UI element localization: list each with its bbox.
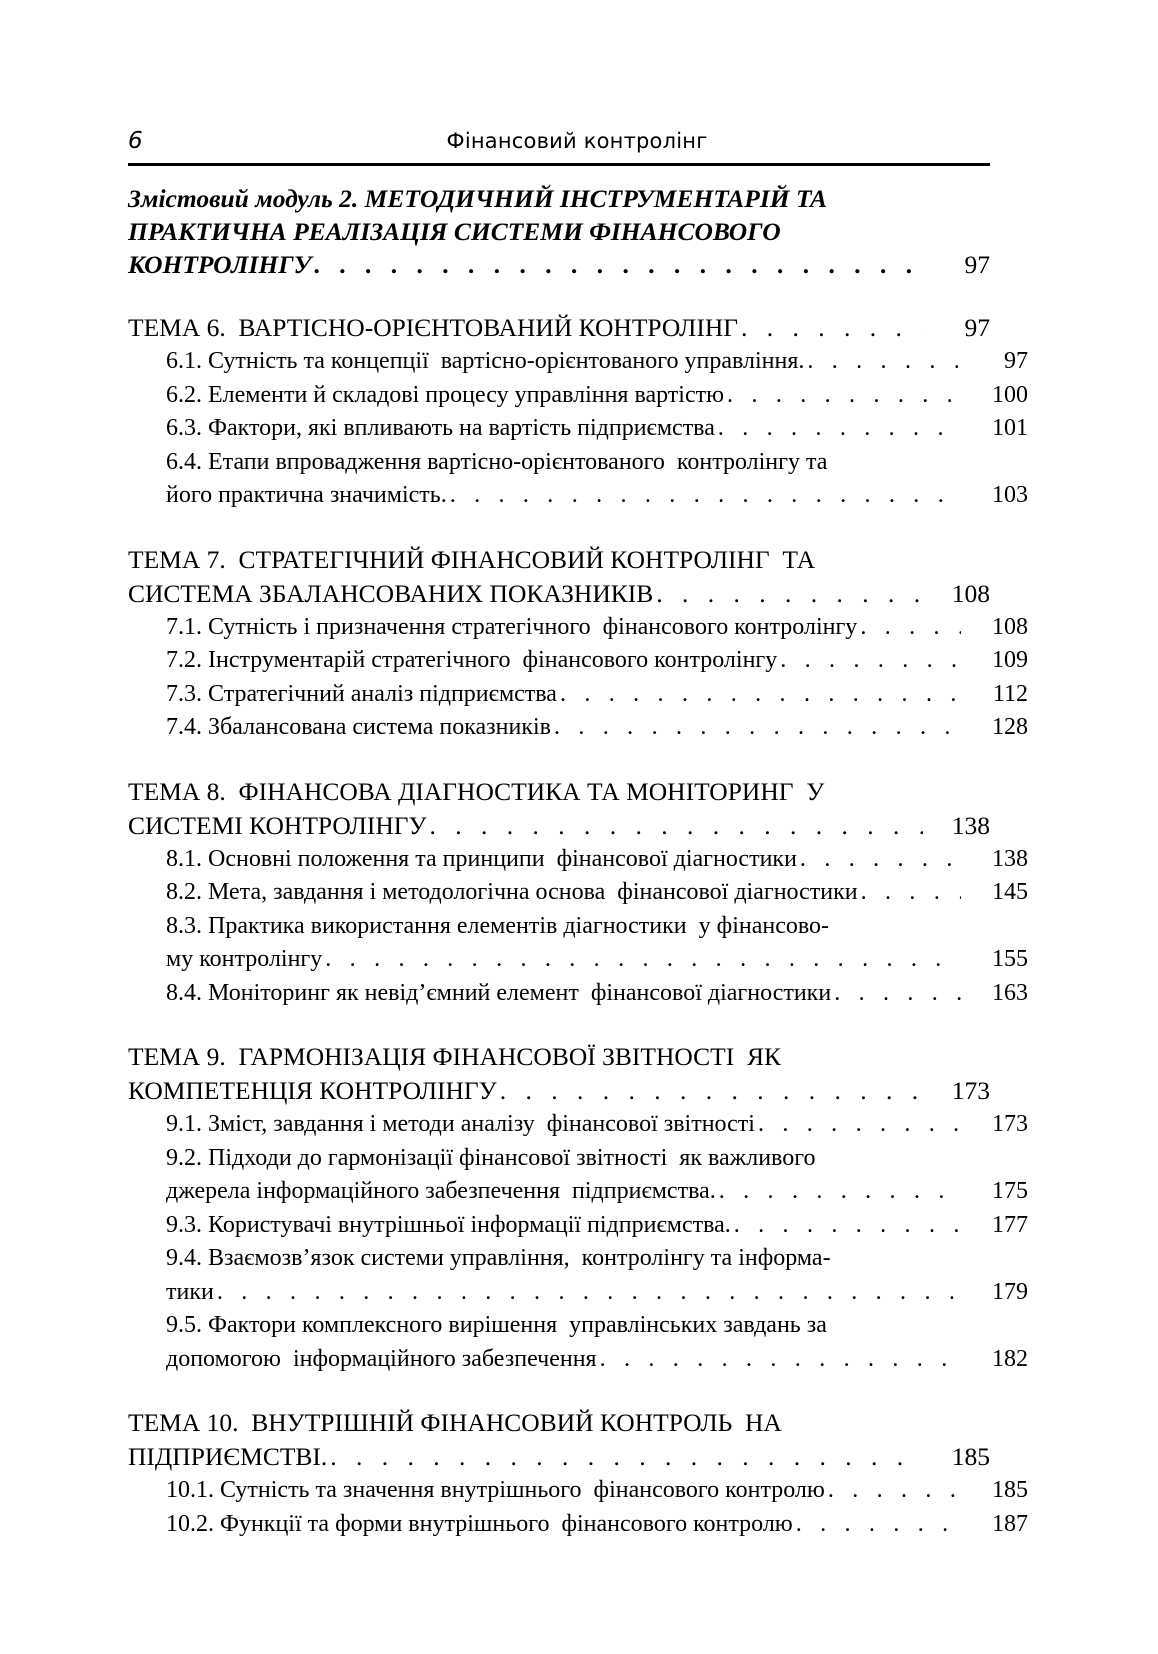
module-heading-page-number: 97	[964, 250, 990, 279]
dot-leader	[828, 1474, 961, 1508]
toc-entry-label: 9.4. Взаємозв’язок системи управління, контролінгу та інформа-	[166, 1245, 831, 1271]
toc-entry-label: допомогою інформаційного забезпечення	[166, 1345, 597, 1372]
toc-entry-label: 9.3. Користувачі внутрішньої інформації підприємства.	[166, 1211, 731, 1238]
toc-entry	[128, 876, 1028, 910]
toc-entry-page-number: 103	[992, 482, 1028, 508]
toc-entry	[128, 379, 1028, 413]
toc-entry	[128, 678, 1028, 712]
dot-leader	[780, 644, 961, 678]
toc-entry	[128, 711, 1028, 745]
toc-entry	[128, 479, 1028, 513]
toc-entry-label: 6.4. Етапи впровадження вартісно-орієнтованого контролінгу та	[166, 448, 828, 475]
theme-heading-label: ТЕМА 8. ФІНАНСОВА ДІАГНОСТИКА ТА МОНІТОРИНГ У	[128, 776, 825, 806]
toc-entry-page-number: 163	[992, 979, 1028, 1006]
dot-leader	[758, 1108, 961, 1142]
toc-entry	[128, 1242, 1028, 1276]
toc-entry-page-number: 187	[992, 1510, 1028, 1537]
toc-entry-page-number: 109	[992, 647, 1028, 673]
theme-heading-page-number: 97	[964, 313, 990, 342]
toc-entry	[128, 345, 1028, 379]
toc-entry-page-number: 145	[992, 879, 1028, 905]
toc-entry	[128, 977, 1028, 1011]
toc-entry-page-number: 177	[992, 1211, 1028, 1238]
dot-leader	[860, 611, 961, 645]
toc-entry	[128, 943, 1028, 977]
toc-entry	[128, 446, 1028, 480]
section-spacer	[128, 745, 990, 775]
toc-entry	[128, 1175, 1028, 1209]
toc-entry-label: 9.5. Фактори комплексного вирішення управлінських завдань за	[166, 1312, 827, 1338]
toc-entry-label: 8.1. Основні положення та принципи фінансової діагностики	[166, 845, 797, 872]
toc-entry-label: 8.2. Мета, завдання і методологічна основа фінансової діагностики	[166, 879, 858, 905]
dot-leader	[727, 379, 961, 413]
toc-entry-label: 9.2. Підходи до гармонізації фінансової звітності як важливого	[166, 1144, 816, 1171]
dot-leader	[734, 1209, 961, 1243]
toc-entry-page-number: 173	[992, 1111, 1028, 1137]
section-spacer	[128, 281, 990, 311]
toc-entry-page-number: 182	[992, 1345, 1028, 1372]
theme-heading	[128, 809, 990, 843]
module-heading-label: Змістовий модуль 2. МЕТОДИЧНИЙ ІНСТРУМЕНТАРІЙ ТА	[128, 184, 827, 213]
toc-entry-page-number: 108	[992, 613, 1028, 640]
dot-leader	[800, 843, 961, 877]
toc-entry-label: 7.2. Інструментарій стратегічного фінансового контролінгу	[166, 647, 778, 673]
dot-leader	[560, 678, 961, 712]
toc-entry-page-number: 138	[992, 845, 1028, 872]
toc-entry-page-number: 155	[992, 946, 1028, 972]
toc-entry	[128, 1209, 1028, 1243]
toc-entry-label: 6.1. Сутність та концепції вартісно-орієнтованого управління.	[166, 348, 805, 374]
toc-entry-label: його практична значимість.	[166, 482, 447, 508]
toc-entry	[128, 611, 1028, 645]
theme-heading-label: ТЕМА 10. ВНУТРІШНІЙ ФІНАНСОВИЙ КОНТРОЛЬ НА	[128, 1408, 782, 1437]
toc-entry-label: 8.3. Практика використання елементів діагностики у фінансово-	[166, 912, 830, 939]
page-header	[128, 126, 990, 164]
theme-heading-label: ТЕМА 9. ГАРМОНІЗАЦІЯ ФІНАНСОВОЇ ЗВІТНОСТІ ЯК	[128, 1042, 781, 1071]
toc-entry-label: 7.3. Стратегічний аналіз підприємства	[166, 680, 557, 707]
module-heading	[128, 215, 990, 248]
theme-heading-page-number: 185	[951, 1442, 990, 1471]
theme-heading	[128, 1040, 990, 1074]
toc-entry-page-number: 185	[992, 1477, 1028, 1503]
toc-entry	[128, 1343, 1028, 1377]
folio-number: 6	[128, 128, 143, 154]
theme-heading	[128, 1406, 990, 1440]
toc-entry	[128, 644, 1028, 678]
toc-entry-page-number: 175	[992, 1178, 1028, 1204]
toc-entry-label: 9.1. Зміст, завдання і методи аналізу фінансової звітності	[166, 1111, 755, 1137]
theme-heading	[128, 1074, 990, 1108]
toc-entry	[128, 843, 1028, 877]
toc-entry-label: тики	[166, 1278, 214, 1305]
toc-entry-label: му контролінгу	[166, 946, 323, 972]
theme-heading	[128, 577, 990, 611]
theme-heading	[128, 311, 990, 345]
dot-leader	[834, 977, 961, 1011]
toc-entry	[128, 1276, 1028, 1310]
theme-heading-page-number: 108	[951, 578, 990, 608]
theme-heading-label: СИСТЕМІ КОНТРОЛІНГУ	[128, 810, 427, 840]
toc-entry	[128, 1142, 1028, 1176]
dot-leader	[554, 711, 961, 745]
toc-entry-label: 7.4. Збалансована система показників	[166, 714, 551, 740]
toc-entry-page-number: 101	[992, 415, 1028, 441]
dot-leader	[656, 577, 923, 611]
toc-entry-page-number: 128	[992, 714, 1028, 740]
toc-entry-label: джерела інформаційного забезпечення підприємства.	[166, 1178, 716, 1204]
toc-entry	[128, 412, 1028, 446]
section-spacer	[128, 1010, 990, 1040]
theme-heading-page-number: 173	[951, 1076, 990, 1105]
dot-leader	[719, 1175, 961, 1209]
toc-entry-page-number: 100	[992, 381, 1028, 408]
toc-entry-label: 6.3. Фактори, які впливають на вартість підприємства	[166, 415, 715, 441]
theme-heading	[128, 775, 990, 809]
dot-leader	[450, 479, 961, 513]
toc-entry-label: 8.4. Моніторинг як невід’ємний елемент фінансової діагностики	[166, 979, 832, 1006]
section-spacer	[128, 1376, 990, 1406]
running-title: Фінансовий контролінг	[446, 129, 708, 153]
theme-heading-label: ПІДПРИЄМСТВІ.	[128, 1442, 328, 1471]
toc-entry	[128, 1474, 1028, 1508]
module-heading	[128, 182, 990, 215]
theme-heading-label: КОМПЕТЕНЦІЯ КОНТРОЛІНГУ	[128, 1076, 497, 1105]
theme-heading-label: СИСТЕМА ЗБАЛАНСОВАНИХ ПОКАЗНИКІВ	[128, 578, 654, 608]
toc-entry-page-number: 97	[1004, 348, 1028, 374]
dot-leader	[314, 248, 923, 281]
toc-entry-label: 10.2. Функції та форми внутрішнього фінансового контролю	[166, 1510, 793, 1537]
theme-heading-page-number: 138	[951, 810, 990, 840]
module-heading-label: ПРАКТИЧНА РЕАЛІЗАЦІЯ СИСТЕМИ ФІНАНСОВОГО	[128, 217, 781, 246]
dot-leader	[861, 876, 961, 910]
section-spacer	[128, 513, 990, 543]
toc-entry-page-number: 112	[992, 680, 1028, 707]
dot-leader	[807, 345, 961, 379]
toc-entry-label: 7.1. Сутність і призначення стратегічного фінансового контролінгу	[166, 613, 858, 640]
dot-leader	[741, 311, 923, 345]
toc-entry-page-number: 179	[992, 1278, 1028, 1305]
toc-entry	[128, 1108, 1028, 1142]
dot-leader	[718, 412, 961, 446]
dot-leader	[330, 1440, 923, 1474]
dot-leader	[430, 809, 923, 843]
toc-entry	[128, 1309, 1028, 1343]
dot-leader	[796, 1508, 961, 1542]
toc-entry	[128, 910, 1028, 944]
module-heading	[128, 248, 990, 281]
dot-leader	[325, 943, 961, 977]
module-heading-label: КОНТРОЛІНГУ	[128, 250, 312, 279]
theme-heading	[128, 543, 990, 577]
table-of-contents	[128, 182, 1028, 1541]
dot-leader	[217, 1276, 961, 1310]
theme-heading-label: ТЕМА 7. СТРАТЕГІЧНИЙ ФІНАНСОВИЙ КОНТРОЛІНГ ТА	[128, 544, 816, 574]
header-rule	[128, 163, 990, 166]
dot-leader	[500, 1074, 923, 1108]
theme-heading-label: ТЕМА 6. ВАРТІСНО-ОРІЄНТОВАНИЙ КОНТРОЛІНГ	[128, 313, 738, 342]
dot-leader	[600, 1343, 961, 1377]
theme-heading	[128, 1440, 990, 1474]
toc-entry-label: 10.1. Сутність та значення внутрішнього фінансового контролю	[166, 1477, 825, 1503]
toc-entry-label: 6.2. Елементи й складові процесу управління вартістю	[166, 381, 725, 408]
toc-entry	[128, 1508, 1028, 1542]
